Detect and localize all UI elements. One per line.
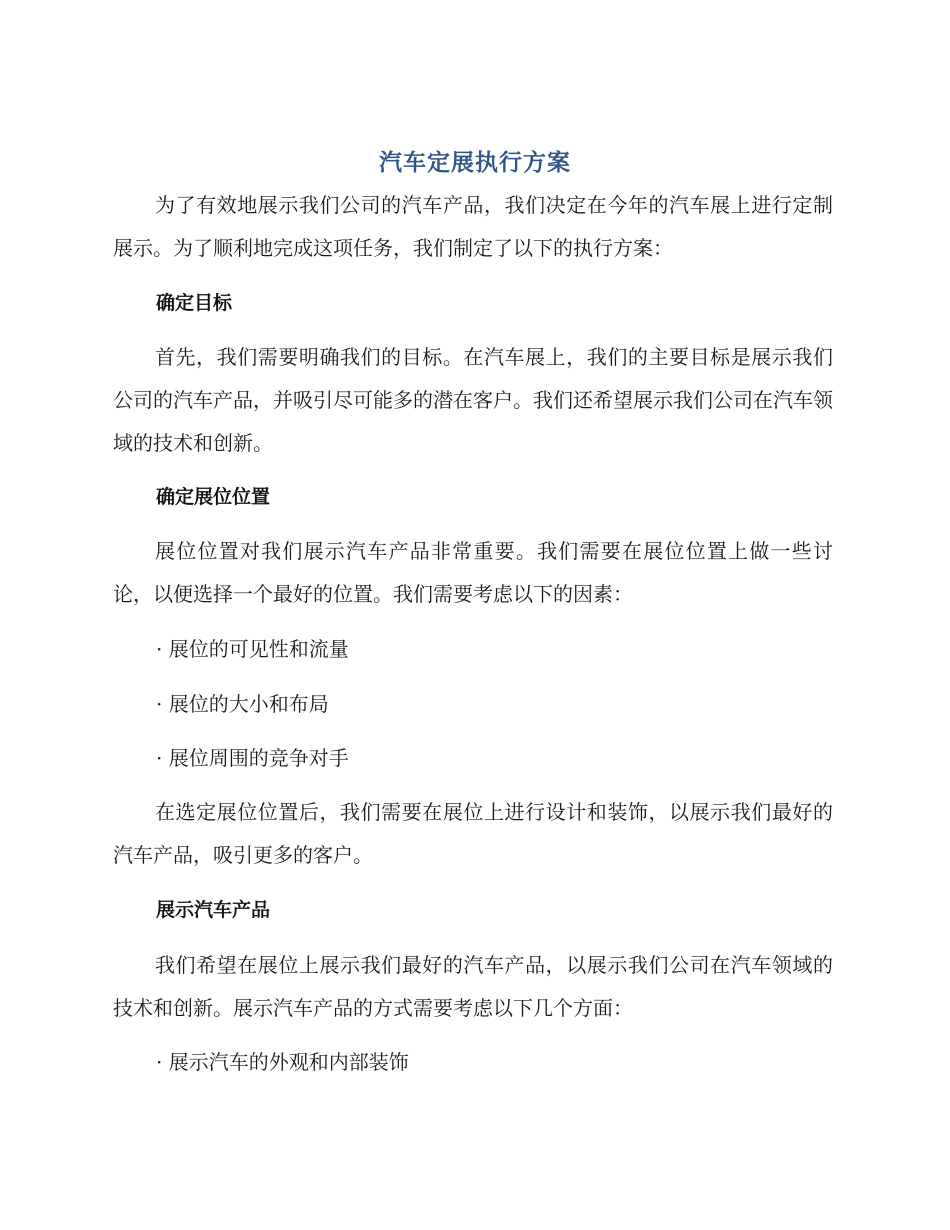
section-heading-booth-location: 确定展位位置 <box>156 486 271 508</box>
section-heading-display-products: 展示汽车产品 <box>156 899 271 921</box>
booth-location-paragraph: 展位位置对我们展示汽车产品非常重要。我们需要在展位位置上做一些讨论，以便选择一个最好的位置。我们需要考虑以下的因素： <box>113 539 833 606</box>
display-products-paragraph: 我们希望在展位上展示我们最好的汽车产品，以展示我们公司在汽车领域的技术和创新。展示汽车产品的方式需要考虑以下几个方面： <box>113 953 833 1020</box>
bullet-item: · 展位周围的竞争对手 <box>156 746 349 770</box>
document-title: 汽车定展执行方案 <box>379 150 571 176</box>
bullet-item: · 展位的可见性和流量 <box>156 637 349 661</box>
bullet-item: · 展示汽车的外观和内部装饰 <box>156 1050 409 1074</box>
section-heading-goals: 确定目标 <box>156 292 233 314</box>
goals-paragraph: 首先，我们需要明确我们的目标。在汽车展上，我们的主要目标是展示我们公司的汽车产品，并吸引尽可能多的潜在客户。我们还希望展示我们公司在汽车领域的技术和创新。 <box>113 345 833 455</box>
bullet-item: · 展位的大小和布局 <box>156 692 329 716</box>
booth-design-paragraph: 在选定展位位置后，我们需要在展位上进行设计和装饰，以展示我们最好的汽车产品，吸引更多的客户。 <box>113 800 833 867</box>
intro-paragraph: 为了有效地展示我们公司的汽车产品，我们决定在今年的汽车展上进行定制展示。为了顺利地完成这项任务，我们制定了以下的执行方案： <box>113 193 833 260</box>
